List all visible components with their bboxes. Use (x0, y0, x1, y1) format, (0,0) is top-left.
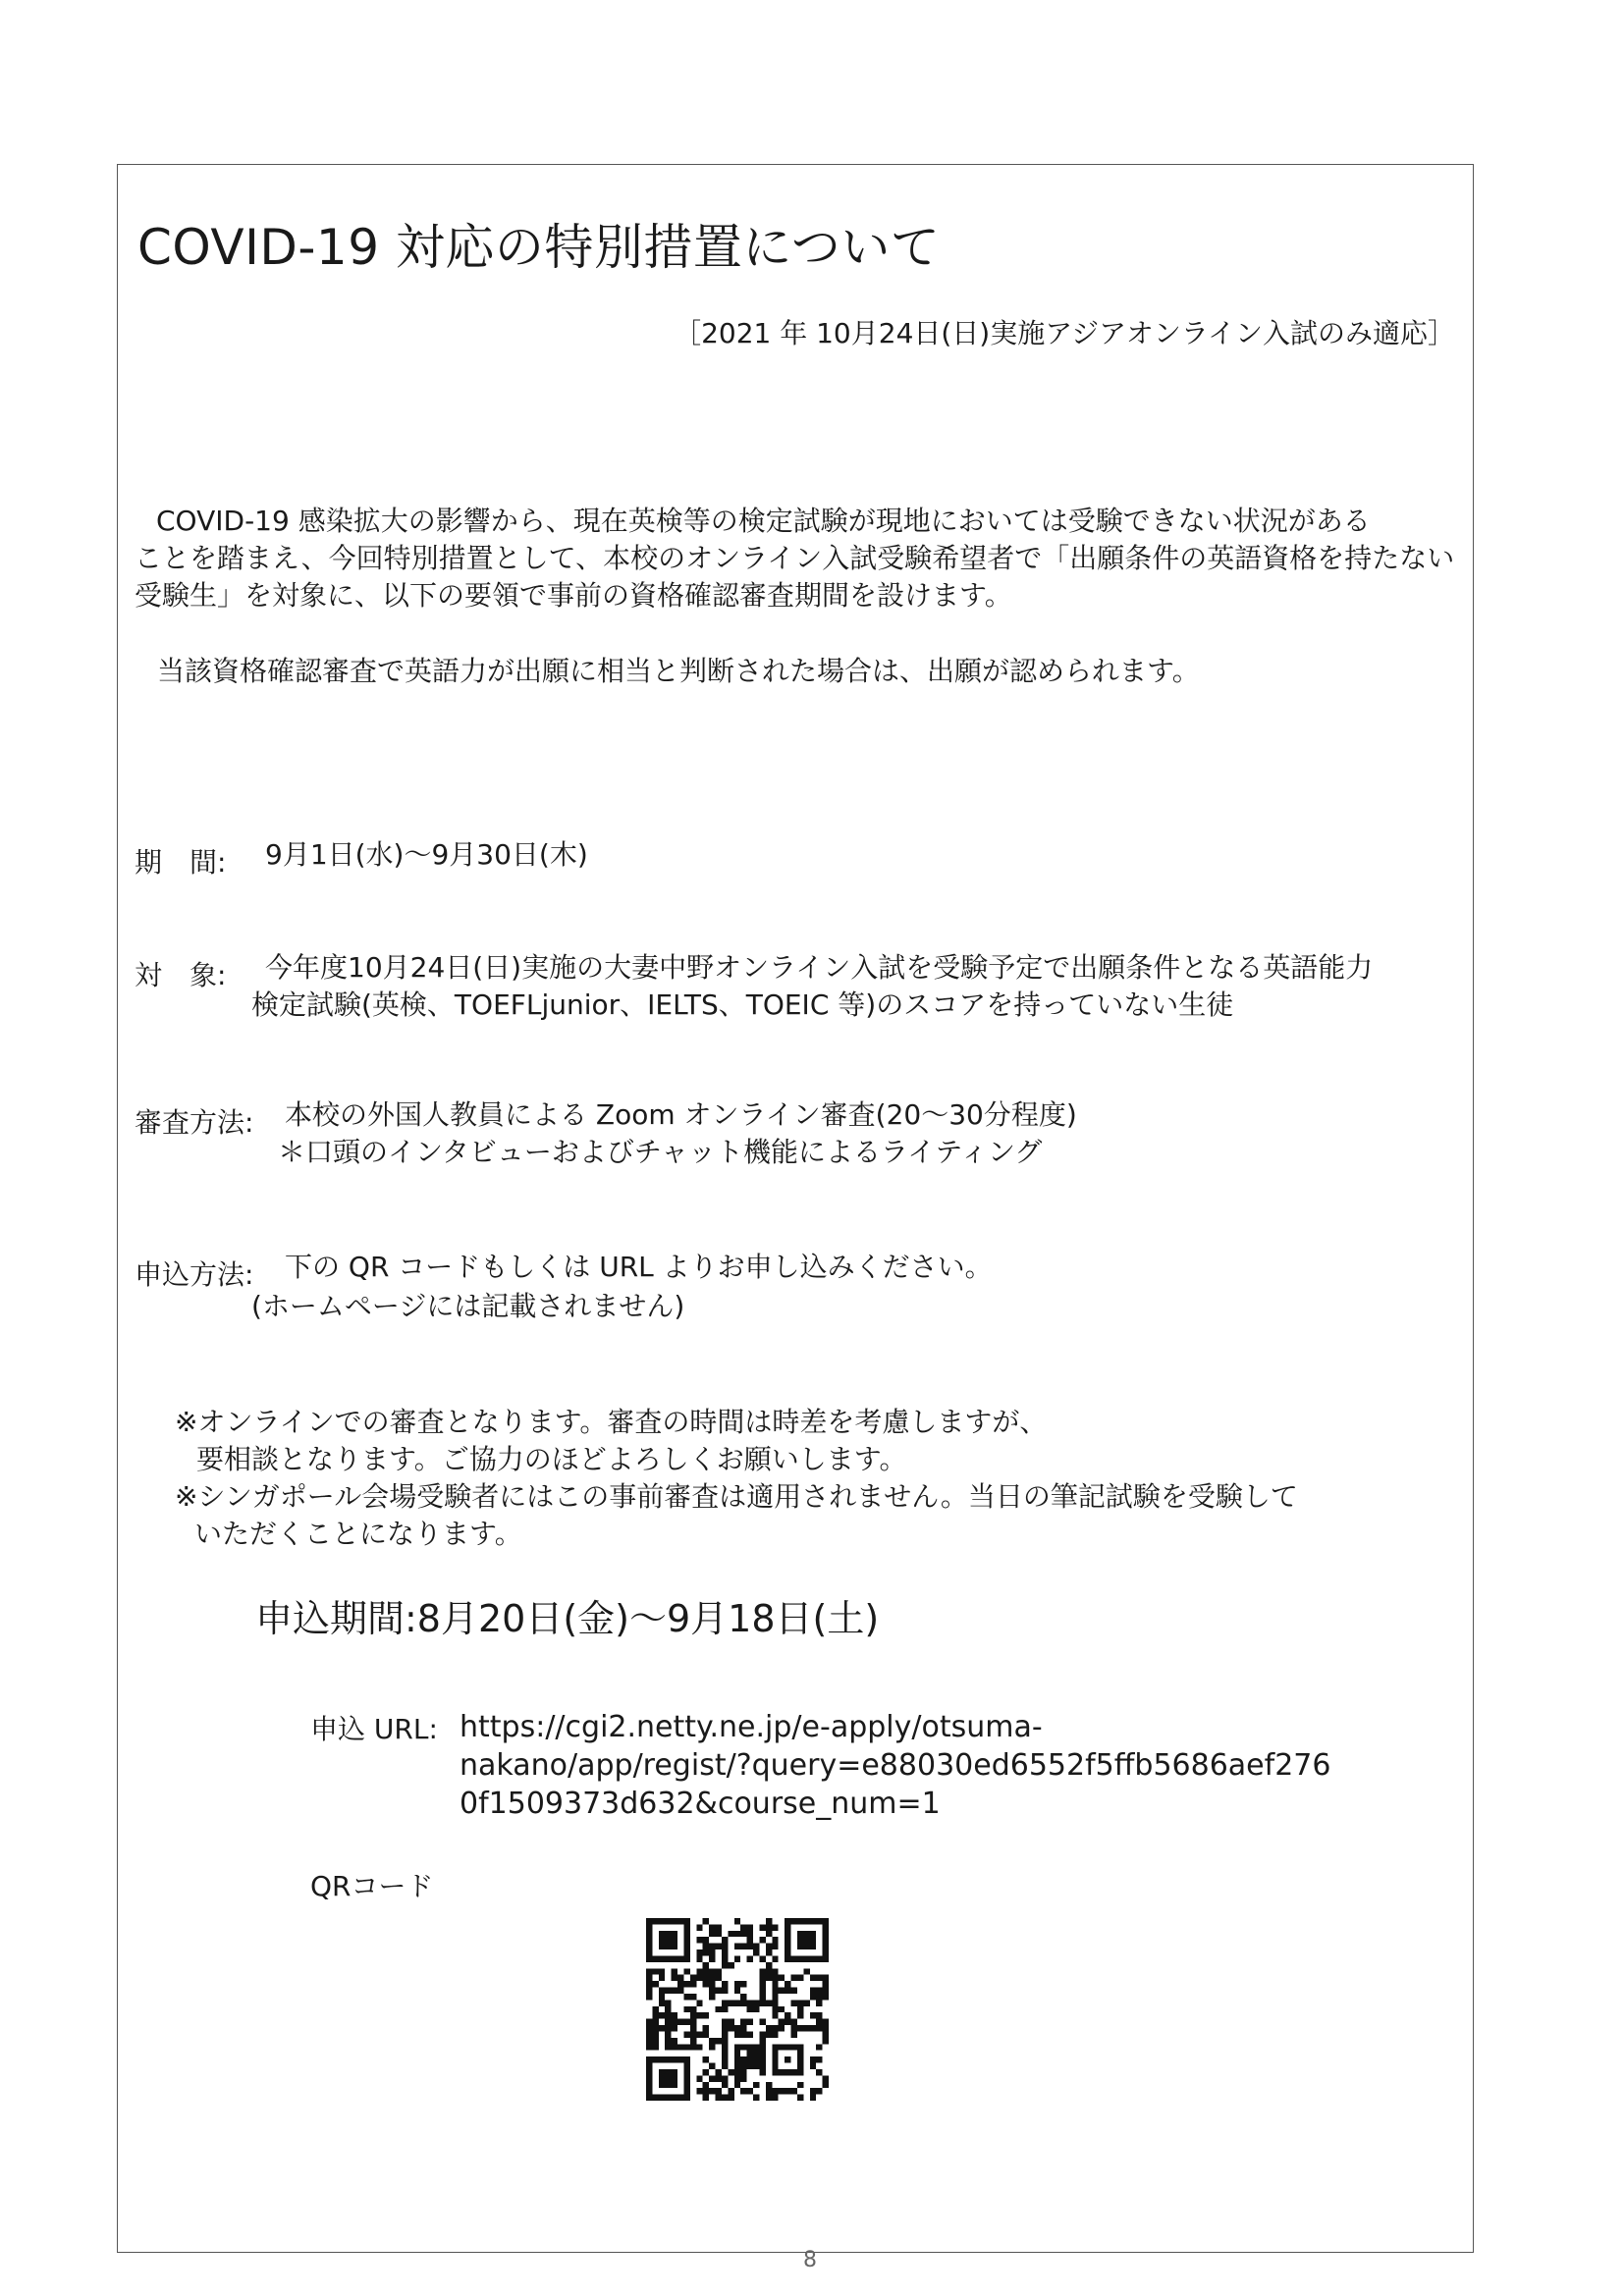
qr-label: QRコード (310, 1870, 434, 1902)
intro-line: ことを踏まえ、今回特別措置として、本校のオンライン入試受験希望者で「出願条件の英語資格を持たない (135, 542, 1455, 574)
url-line: nakano/app/regist/?query=e88030ed6552f5ffb5686aef276 (460, 1748, 1331, 1783)
application-url[interactable] (460, 1708, 1330, 1823)
method-line: 本校の外国人教員による Zoom オンライン審査(20～30分程度) (285, 1098, 1077, 1131)
apply-line: (ホームページには記載されません) (251, 1290, 685, 1322)
note-line: ※シンガポール会場受験者にはこの事前審査は適用されません。当日の筆記試験を受験して (175, 1480, 1298, 1513)
intro-paragraph (135, 503, 1454, 614)
application-period: 申込期間:8月20日(金)～9月18日(土) (255, 1597, 880, 1640)
url-label: 申込 URL: (310, 1713, 438, 1745)
url-line: https://cgi2.netty.ne.jp/e-apply/otsuma- (460, 1710, 1043, 1744)
note-line: いただくことになります。 (194, 1518, 522, 1550)
method-line: ＊口頭のインタビューおよびチャット機能によるライティング (278, 1136, 1043, 1168)
target-line: 今年度10月24日(日)実施の大妻中野オンライン入試を受験予定で出願条件となる英語能力 (265, 951, 1374, 984)
qr-code-icon[interactable] (646, 1918, 829, 2101)
intro-line: 受験生」を対象に、以下の要領で事前の資格確認審査期間を設けます。 (135, 579, 1012, 612)
method-label: 審査方法: (135, 1106, 254, 1139)
url-line: 0f1509373d632&course_num=1 (460, 1787, 941, 1821)
target-label: 対 象: (135, 959, 227, 991)
note-line: 要相談となります。ご協力のほどよろしくお願いします。 (196, 1443, 907, 1475)
period-text: 9月1日(水)～9月30日(木) (265, 838, 588, 871)
note-line: ※オンラインでの審査となります。審査の時間は時差を考慮しますが、 (175, 1406, 1048, 1438)
apply-line: 下の QR コードもしくは URL よりお申し込みください。 (285, 1251, 993, 1283)
subtitle: ［2021 年 10月24日(日)実施アジアオンライン入試のみ適応］ (674, 317, 1455, 349)
page-title: COVID-19 対応の特別措置について (137, 219, 941, 276)
intro-line: COVID-19 感染拡大の影響から、現在英検等の検定試験が現地においては受験できない状況がある (156, 505, 1371, 537)
period-label: 期 間: (135, 846, 227, 879)
intro-paragraph-2: 当該資格確認審査で英語力が出願に相当と判断された場合は、出願が認められます。 (157, 655, 1200, 687)
apply-label: 申込方法: (135, 1258, 254, 1291)
target-line: 検定試験(英検、TOEFLjunior、IELTS、TOEIC 等)のスコアを持っていない生徒 (251, 988, 1234, 1021)
page-number: 8 (803, 2248, 817, 2272)
